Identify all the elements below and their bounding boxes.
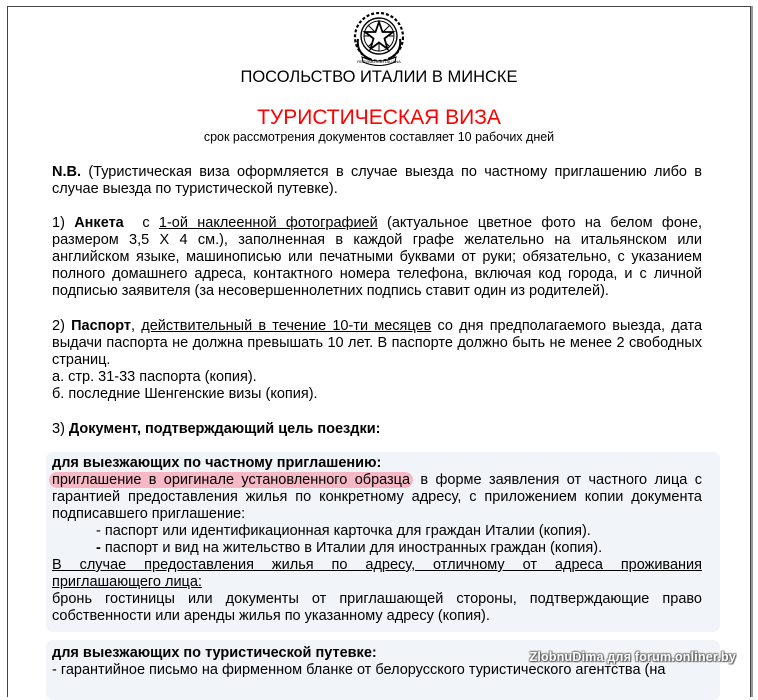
item-1-application-form — [52, 215, 702, 300]
hotel-booking-text: бронь гостиницы или документы от приглашающей стороны, подтверждающие право собственности или аренды жилья по указанному адресу (копия). — [52, 591, 702, 624]
item-1-number: 1) — [52, 215, 75, 231]
tour-voucher-heading: для выезжающих по туристической путевке: — [52, 645, 377, 661]
item-2-passport — [52, 318, 702, 403]
alternate-address-line-1: В случае предоставления жилья по адресу, отличному от адреса проживания — [52, 557, 702, 573]
item-1-text: (актуальное цветное фото на белом фоне, размером 3,5 Х 4 см.), заполненная в каждой графе желательно на итальянском или английском языке, машинописью или печатными буквами от руки; обязательно, с указанием полного домашнего адреса, контактного номера телефона, включая код города, и с личной подписью заявителя (за несовершеннолетних подпись ставит один из родителей). — [52, 215, 703, 299]
item-1-title: Анкета — [74, 215, 124, 231]
nb-text: (Туристическая виза оформляется в случае выезда по частному приглашению либо в случае выезда по туристической путевке). — [52, 164, 702, 197]
processing-time-note: срок рассмотрения документов составляет 10 рабочих дней — [203, 130, 555, 144]
invitation-original-highlight: приглашение в оригинале установленного образца — [49, 472, 413, 488]
private-invitation-heading: для выезжающих по частному приглашению: — [52, 455, 382, 471]
item-3-title: Документ, подтверждающий цель поездки: — [68, 421, 381, 437]
nb-paragraph — [52, 164, 702, 198]
item-2-validity: действительный в течение 10-ти месяцев — [141, 318, 432, 334]
private-invitation-text: в форме заявления от частного лица с гарантией предоставления жилья по конкретному адресу, с приложением копии документа подписавшего приглашение: — [52, 472, 702, 522]
item-3-number: 3) — [52, 421, 69, 437]
private-bullet-residence: паспорт и вид на жительство в Италии для иностранных граждан (копия). — [104, 540, 603, 556]
tour-voucher-text: - гарантийное письмо на фирменном бланке от белорусского туристического агентства (на — [52, 662, 666, 678]
private-bullet-dash: - — [96, 540, 105, 556]
private-invitation-section — [52, 455, 702, 625]
svg-text:REPVBBLICA ITALIANA: REPVBBLICA ITALIANA — [357, 59, 401, 64]
item-3-purpose — [52, 421, 702, 438]
alternate-address-line-2: приглашающего лица: — [52, 574, 202, 590]
embassy-title: ПОСОЛЬСТВО ИТАЛИИ В МИНСКЕ — [240, 68, 518, 86]
visa-title: ТУРИСТИЧЕСКАЯ ВИЗА — [257, 106, 501, 129]
private-bullet-passport-italy: - паспорт или идентификационная карточка для граждан Италии (копия). — [96, 523, 591, 539]
item-2-sub-a: а. стр. 31-33 паспорта (копия). — [52, 369, 257, 385]
nb-label: N.B. — [52, 164, 81, 180]
item-2-text: со дня предполагаемого выезда, дата выдачи паспорта не должна превышать 10 лет. В паспорте должно быть не менее 2 свободных страниц. — [52, 318, 703, 368]
item-2-number: 2) — [52, 318, 72, 334]
item-2-title: Паспорт — [71, 318, 132, 334]
item-1-photo-requirement: 1-ой наклеенной фотографией — [158, 215, 378, 231]
item-1-pre: с — [123, 215, 159, 231]
item-2-sub-b: б. последние Шенгенские визы (копия). — [52, 386, 318, 402]
forum-watermark: ZlobnuDima для forum.onliner.by — [529, 650, 736, 664]
italian-emblem-icon — [348, 9, 410, 67]
item-2-pre: , — [131, 318, 142, 334]
